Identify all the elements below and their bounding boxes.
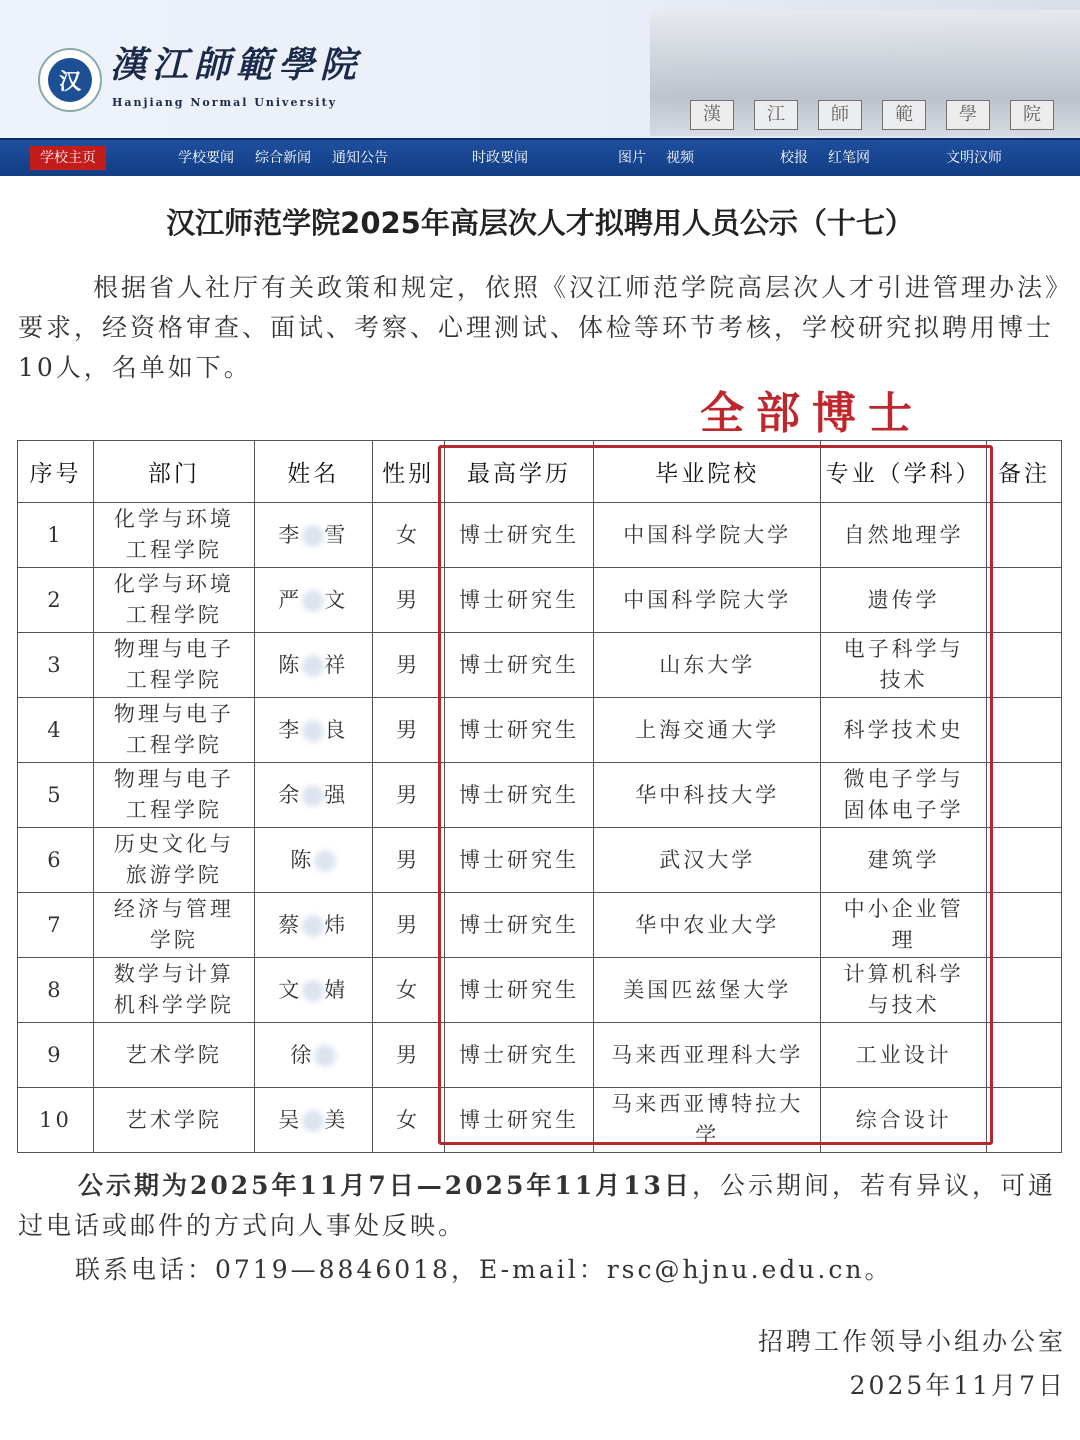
nav-videos[interactable]: 视频 [666, 150, 694, 166]
name-blur-mask [302, 980, 324, 1002]
note [987, 1088, 1062, 1153]
name-blur-mask [302, 1110, 324, 1132]
gender: 男 [372, 1023, 444, 1088]
person-name [254, 763, 372, 828]
tile: 院 [1010, 100, 1054, 130]
department: 艺术学院 [93, 1023, 254, 1088]
signer: 招聘工作领导小组办公室 [757, 1327, 1066, 1356]
given-name: 良 [324, 717, 349, 742]
gender: 女 [372, 503, 444, 568]
nav-notices[interactable]: 通知公告 [332, 150, 388, 166]
major: 电子科学与技术 [821, 633, 987, 698]
school: 华中农业大学 [594, 893, 821, 958]
nav-civilization[interactable]: 文明汉师 [946, 150, 1002, 166]
name-blur-mask [302, 785, 324, 807]
degree: 博士研究生 [444, 503, 594, 568]
name-blur-mask [302, 525, 324, 547]
note [987, 633, 1062, 698]
name-blur-mask [302, 720, 324, 742]
surname: 李 [278, 717, 303, 742]
degree: 博士研究生 [444, 958, 594, 1023]
school: 美国匹兹堡大学 [594, 958, 821, 1023]
major: 综合设计 [821, 1088, 987, 1153]
row-number: 7 [18, 893, 94, 958]
tile: 師 [818, 100, 862, 130]
header-school: 毕业院校 [594, 441, 821, 503]
surname: 李 [278, 522, 303, 547]
person-name [254, 958, 372, 1023]
header-note: 备注 [987, 441, 1062, 503]
given-name: 雪 [324, 522, 349, 547]
name-blur-mask [302, 915, 324, 937]
person-name [254, 1023, 372, 1088]
given-name: 祥 [324, 652, 349, 677]
header-no: 序号 [18, 441, 94, 503]
row-number: 6 [18, 828, 94, 893]
period-dates: 公示期为2025年11月7日—2025年11月13日 [78, 1171, 692, 1200]
gender: 男 [372, 568, 444, 633]
department: 数学与计算机科学学院 [93, 958, 254, 1023]
school: 华中科技大学 [594, 763, 821, 828]
surname: 陈 [290, 847, 315, 872]
handwritten-annotation: 全部博士 [700, 388, 924, 439]
nav-pictures[interactable]: 图片 [618, 150, 646, 166]
person-name [254, 893, 372, 958]
note [987, 698, 1062, 763]
major: 中小企业管理 [821, 893, 987, 958]
department: 物理与电子工程学院 [93, 633, 254, 698]
degree: 博士研究生 [444, 893, 594, 958]
logo-chinese-name: 漢江師範學院 [110, 44, 363, 86]
major: 遗传学 [821, 568, 987, 633]
campus-scenery-image [650, 10, 1080, 136]
site-banner [0, 0, 1080, 138]
degree: 博士研究生 [444, 1023, 594, 1088]
tile: 範 [882, 100, 926, 130]
department: 历史文化与旅游学院 [93, 828, 254, 893]
given-name: 婧 [324, 977, 349, 1002]
row-number: 2 [18, 568, 94, 633]
department: 物理与电子工程学院 [93, 763, 254, 828]
school: 山东大学 [594, 633, 821, 698]
logo-english-name: Hanjiang Normal University [112, 96, 338, 109]
nav-home[interactable]: 学校主页 [30, 146, 106, 170]
surname: 蔡 [278, 912, 303, 937]
degree: 博士研究生 [444, 568, 594, 633]
nav-hongbi[interactable]: 红笔网 [828, 150, 870, 166]
major: 建筑学 [821, 828, 987, 893]
row-number: 9 [18, 1023, 94, 1088]
school: 马来西亚博特拉大学 [594, 1088, 821, 1153]
row-number: 4 [18, 698, 94, 763]
header-name: 姓名 [254, 441, 372, 503]
degree: 博士研究生 [444, 1088, 594, 1153]
department: 经济与管理学院 [93, 893, 254, 958]
row-number: 3 [18, 633, 94, 698]
row-number: 5 [18, 763, 94, 828]
nav-current-affairs[interactable]: 时政要闻 [472, 150, 528, 166]
major: 自然地理学 [821, 503, 987, 568]
header-major: 专业（学科） [821, 441, 987, 503]
given-name: 炜 [324, 912, 349, 937]
surname: 陈 [278, 652, 303, 677]
gender: 男 [372, 828, 444, 893]
gender: 女 [372, 1088, 444, 1153]
note [987, 763, 1062, 828]
gender: 男 [372, 763, 444, 828]
page-title: 汉江师范学院2025年高层次人才拟聘用人员公示（十七） [166, 206, 914, 240]
note [987, 503, 1062, 568]
note [987, 568, 1062, 633]
degree: 博士研究生 [444, 828, 594, 893]
note [987, 1023, 1062, 1088]
major: 微电子学与固体电子学 [821, 763, 987, 828]
gender: 男 [372, 893, 444, 958]
nav-school-news[interactable]: 学校要闻 [178, 150, 234, 166]
degree: 博士研究生 [444, 698, 594, 763]
nav-general-news[interactable]: 综合新闻 [255, 150, 311, 166]
note [987, 958, 1062, 1023]
person-name [254, 633, 372, 698]
notice-period [18, 1166, 1063, 1246]
gender: 男 [372, 633, 444, 698]
red-highlight-box [438, 445, 993, 1145]
person-name [254, 828, 372, 893]
header-degree: 最高学历 [444, 441, 594, 503]
tile: 江 [754, 100, 798, 130]
name-blur-mask [302, 590, 324, 612]
gender: 男 [372, 698, 444, 763]
note [987, 828, 1062, 893]
department: 物理与电子工程学院 [93, 698, 254, 763]
name-blur-mask [314, 1045, 336, 1067]
person-name [254, 1088, 372, 1153]
header-gender: 性别 [372, 441, 444, 503]
given-name: 美 [324, 1107, 349, 1132]
person-name [254, 698, 372, 763]
contact-info: 联系电话：0719—8846018，E-mail：rsc@hjnu.edu.cn。 [75, 1255, 893, 1284]
gender: 女 [372, 958, 444, 1023]
department: 艺术学院 [93, 1088, 254, 1153]
given-name: 文 [324, 587, 349, 612]
department: 化学与环境工程学院 [93, 568, 254, 633]
degree: 博士研究生 [444, 763, 594, 828]
intro-paragraph: 根据省人社厅有关政策和规定，依照《汉江师范学院高层次人才引进管理办法》要求，经资格审查、面试、考察、心理测试、体检等环节考核，学校研究拟聘用博士10人，名单如下。 [18, 273, 1061, 382]
surname: 严 [278, 587, 303, 612]
school: 马来西亚理科大学 [594, 1023, 821, 1088]
school: 武汉大学 [594, 828, 821, 893]
period-text: ，公示期间，若有异议，可通过电话或邮件的方式向人事处反映。 [18, 1171, 1056, 1240]
given-name: 强 [324, 782, 349, 807]
university-seal-logo[interactable]: 汉 [38, 48, 102, 112]
school: 中国科学院大学 [594, 568, 821, 633]
row-number: 8 [18, 958, 94, 1023]
school: 中国科学院大学 [594, 503, 821, 568]
surname: 余 [278, 782, 303, 807]
school: 上海交通大学 [594, 698, 821, 763]
header-dept: 部门 [93, 441, 254, 503]
tile: 漢 [690, 100, 734, 130]
person-name [254, 503, 372, 568]
surname: 文 [278, 977, 303, 1002]
name-blur-mask [314, 850, 336, 872]
major: 计算机科学与技术 [821, 958, 987, 1023]
degree: 博士研究生 [444, 633, 594, 698]
row-number: 10 [18, 1088, 94, 1153]
note [987, 893, 1062, 958]
department: 化学与环境工程学院 [93, 503, 254, 568]
tile: 學 [946, 100, 990, 130]
surname: 徐 [290, 1042, 315, 1067]
person-name [254, 568, 372, 633]
main-nav [0, 138, 1080, 176]
major: 科学技术史 [821, 698, 987, 763]
name-blur-mask [302, 655, 324, 677]
nav-school-paper[interactable]: 校报 [780, 150, 808, 166]
sign-date: 2025年11月7日 [849, 1371, 1066, 1400]
surname: 吴 [278, 1107, 303, 1132]
row-number: 1 [18, 503, 94, 568]
major: 工业设计 [821, 1023, 987, 1088]
